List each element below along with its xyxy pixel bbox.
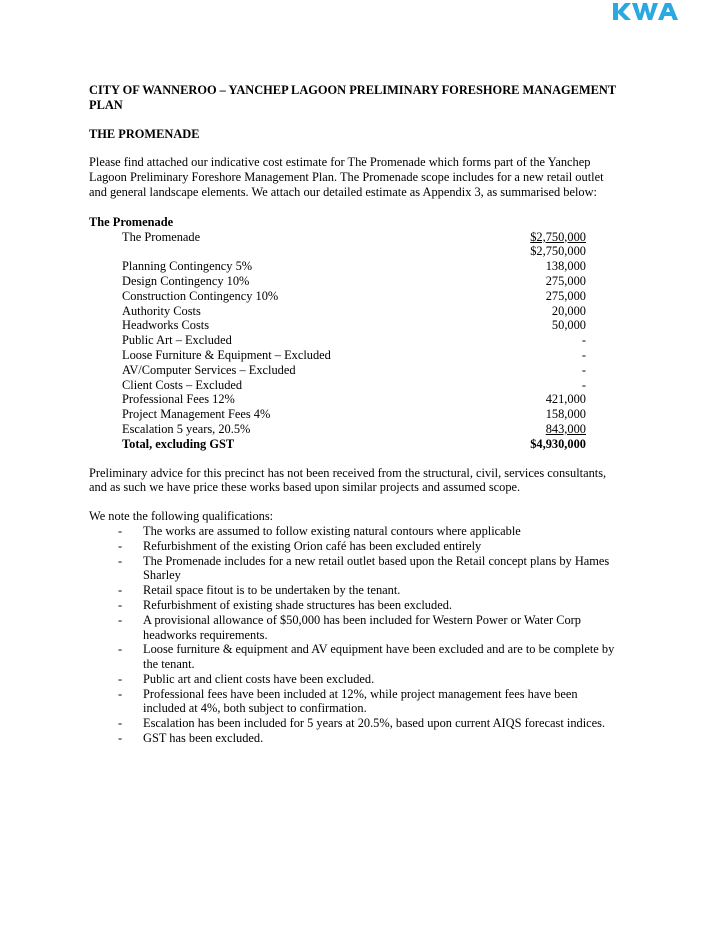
- estimate-label: Loose Furniture & Equipment – Excluded: [122, 347, 331, 362]
- estimate-label: AV/Computer Services – Excluded: [122, 362, 296, 377]
- qualification-text: Loose furniture & equipment and AV equipment have been excluded and are to be complete by the tenant.: [143, 642, 615, 672]
- qualification-text: Refurbishment of existing shade structures has been excluded.: [143, 597, 452, 612]
- dash-bullet: -: [118, 597, 123, 612]
- qualification-item: [118, 672, 617, 687]
- estimate-label: Project Management Fees 4%: [122, 407, 271, 422]
- estimate-row: [122, 392, 586, 407]
- document-title: CITY OF WANNEROO – YANCHEP LAGOON PRELIMINARY FORESHORE MANAGEMENT PLAN: [89, 83, 616, 112]
- estimate-row: [122, 437, 586, 452]
- dash-bullet: -: [118, 523, 123, 538]
- dash-bullet: -: [118, 716, 123, 731]
- document-body: [89, 83, 617, 746]
- advice-paragraph: Preliminary advice for this precinct has not been received from the structural, civil, services consultants, and as such we have price these works based upon similar projects and assumed scope.: [89, 465, 607, 495]
- dash-bullet: -: [118, 642, 123, 657]
- dash-bullet: -: [118, 583, 123, 598]
- section-heading: THE PROMENADE: [89, 126, 200, 141]
- qualification-text: Retail space fitout is to be undertaken by the tenant.: [143, 583, 401, 598]
- dash-bullet: -: [118, 612, 123, 627]
- estimate-label: Escalation 5 years, 20.5%: [122, 421, 251, 436]
- estimate-amount: 50,000: [551, 318, 586, 333]
- estimate-amount: 275,000: [545, 273, 586, 288]
- estimate-amount: $2,750,000: [530, 244, 586, 259]
- estimate-label: Construction Contingency 10%: [122, 288, 279, 303]
- qualification-item: [118, 731, 617, 746]
- cost-estimate-table: [122, 230, 586, 452]
- estimate-row: [122, 244, 586, 259]
- qualification-text: GST has been excluded.: [143, 731, 264, 746]
- estimate-label: Design Contingency 10%: [122, 273, 250, 288]
- estimate-amount: 138,000: [545, 259, 586, 274]
- dash-bullet: -: [118, 538, 123, 553]
- qualification-item: [118, 524, 617, 539]
- estimate-amount: -: [581, 333, 586, 348]
- qualification-item: [118, 598, 617, 613]
- estimate-label: Authority Costs: [122, 303, 201, 318]
- estimate-row: [122, 318, 586, 333]
- qualification-item: [118, 539, 617, 554]
- estimate-row: [122, 422, 586, 437]
- estimate-amount: -: [581, 377, 586, 392]
- estimate-row: [122, 304, 586, 319]
- estimate-row: [122, 259, 586, 274]
- qualification-item: [118, 716, 617, 731]
- estimate-amount: -: [581, 362, 586, 377]
- intro-paragraph: Please find attached our indicative cost estimate for The Promenade which forms part of the Yanchep Lagoon Preliminary Foreshore Management Plan. The Promenade scope includes for a new retail outlet and general landscape elements. We attach our detailed estimate as Appendix 3, as summarised below:: [89, 155, 604, 199]
- estimate-amount: $4,930,000: [530, 436, 586, 451]
- estimate-label: Headworks Costs: [122, 318, 210, 333]
- estimate-row: [122, 333, 586, 348]
- estimate-row: [122, 363, 586, 378]
- dash-bullet: -: [118, 671, 123, 686]
- qualification-text: Escalation has been included for 5 years at 20.5%, based upon current AIQS forecast indices.: [143, 716, 606, 731]
- qualifications-list: [89, 524, 617, 746]
- estimate-label: Public Art – Excluded: [122, 333, 232, 348]
- estimate-amount: 275,000: [545, 288, 586, 303]
- qualification-item: [118, 613, 617, 643]
- estimate-amount: $2,750,000: [530, 229, 586, 244]
- estimate-row: [122, 407, 586, 422]
- qualification-text: Public art and client costs have been excluded.: [143, 671, 375, 686]
- estimate-row: [122, 274, 586, 289]
- qualification-item: [118, 642, 617, 672]
- estimate-label: Planning Contingency 5%: [122, 259, 253, 274]
- estimate-label: The Promenade: [122, 229, 201, 244]
- qualification-text: The works are assumed to follow existing natural contours where applicable: [143, 523, 521, 538]
- dash-bullet: -: [118, 553, 123, 568]
- dash-bullet: -: [118, 686, 123, 701]
- estimate-label: Client Costs – Excluded: [122, 377, 243, 392]
- qualification-text: The Promenade includes for a new retail outlet based upon the Retail concept plans by Hames Sharley: [143, 553, 610, 583]
- estimate-amount: 158,000: [545, 407, 586, 422]
- estimate-amount: 20,000: [551, 303, 586, 318]
- qualification-text: A provisional allowance of $50,000 has been included for Western Power or Water Corp headworks requirements.: [143, 612, 581, 642]
- qualification-text: Refurbishment of the existing Orion café has been excluded entirely: [143, 538, 482, 553]
- estimate-amount: 843,000: [545, 421, 586, 436]
- estimate-row: [122, 348, 586, 363]
- estimate-label: Total, excluding GST: [122, 436, 235, 451]
- estimate-row: [122, 289, 586, 304]
- estimate-amount: -: [581, 347, 586, 362]
- estimate-row: [122, 378, 586, 393]
- estimate-label: Professional Fees 12%: [122, 392, 235, 407]
- dash-bullet: -: [118, 731, 123, 746]
- qualifications-intro: We note the following qualifications:: [89, 509, 274, 524]
- qualification-text: Professional fees have been included at 12%, while project management fees have been included at 4%, both subject to confirmation.: [143, 686, 578, 716]
- qualification-item: [118, 583, 617, 598]
- estimate-label: [122, 244, 488, 259]
- estimate-row: [122, 230, 586, 245]
- estimate-amount: 421,000: [545, 392, 586, 407]
- estimate-heading: The Promenade: [89, 214, 174, 229]
- kwa-logo: [612, 0, 682, 24]
- qualification-item: [118, 687, 617, 717]
- qualification-item: [118, 554, 617, 584]
